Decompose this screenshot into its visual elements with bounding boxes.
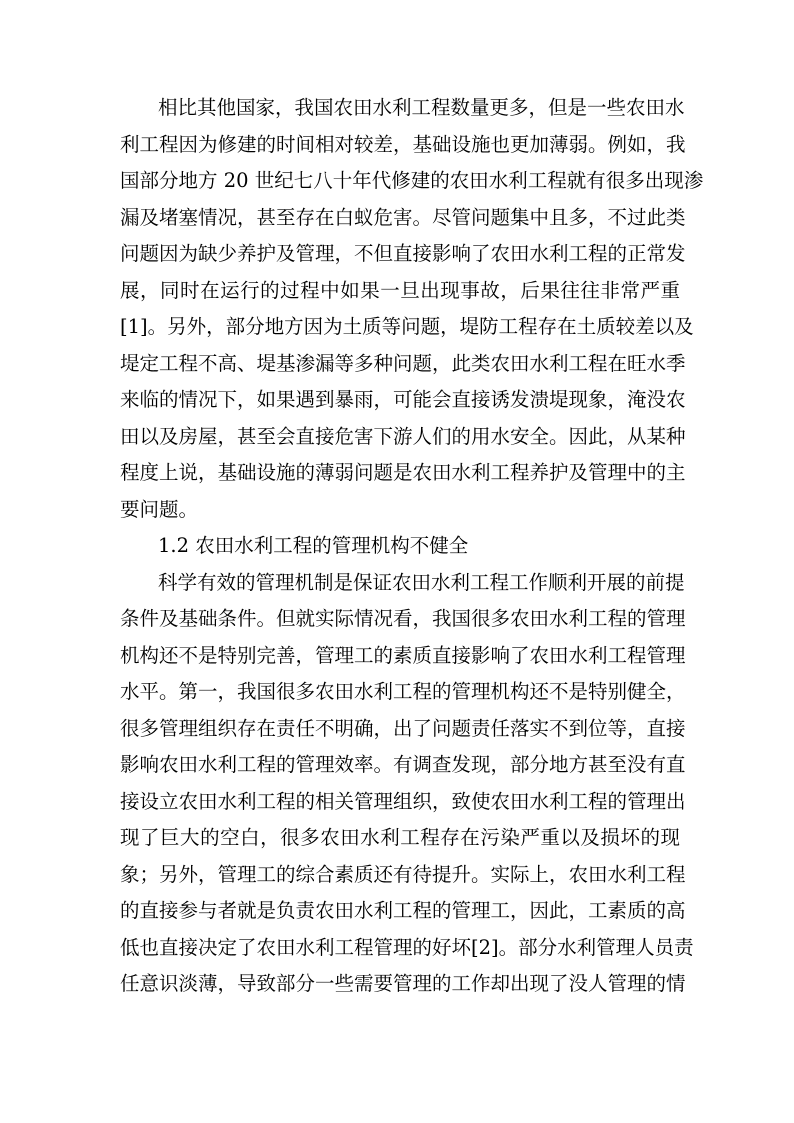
paragraph-2-line-2: 条件及基础条件。但就实际情况看，我国很多农田水利工程的管理	[120, 607, 686, 630]
paragraph-1-line-11: 程度上说，基础设施的薄弱问题是农田水利工程养护及管理中的主	[120, 461, 686, 484]
section-heading: 1.2 农田水利工程的管理机构不健全	[158, 534, 469, 557]
paragraph-2-line-8: 现了巨大的空白，很多农田水利工程存在污染严重以及损坏的现	[120, 826, 680, 849]
paragraph-2-line-4: 水平。第一，我国很多农田水利工程的管理机构还不是特别健全，	[120, 680, 686, 703]
paragraph-2-line-5: 很多管理组织存在责任不明确，出了问题责任落实不到位等，直接	[120, 716, 686, 740]
paragraph-2-line-12: 任意识淡薄，导致部分一些需要管理的工作却出现了没人管理的情	[120, 972, 686, 995]
paragraph-1-line-12: 要问题。	[120, 497, 199, 521]
paragraph-2-line-6: 影响农田水利工程的管理效率。有调查发现，部分地方甚至没有直	[120, 753, 686, 776]
paragraph-2-line-10: 的直接参与者就是负责农田水利工程的管理工，因此，工素质的高	[120, 899, 686, 922]
paragraph-1-line-10: 田以及房屋，甚至会直接危害下游人们的用水安全。因此，从某种	[120, 424, 686, 448]
paragraph-1-line-2: 利工程因为修建的时间相对较差，基础设施也更加薄弱。例如，我	[120, 132, 686, 156]
paragraph-2-line-11: 低也直接决定了农田水利工程管理的好坏[2]。部分水利管理人员责	[120, 935, 694, 959]
paragraph-1-line-6: 展，同时在运行的过程中如果一旦出现事故，后果往往非常严重	[120, 278, 680, 302]
paragraph-1-line-9: 来临的情况下，如果遇到暴雨，可能会直接诱发溃堤现象，淹没农	[120, 388, 686, 411]
paragraph-1-line-1: 相比其他国家，我国农田水利工程数量更多，但是一些农田水	[158, 96, 685, 119]
paragraph-2-line-3: 机构还不是特别完善，管理工的素质直接影响了农田水利工程管理	[120, 643, 686, 667]
paragraph-1-line-5: 问题因为缺少养护及管理，不但直接影响了农田水利工程的正常发	[120, 242, 686, 265]
paragraph-2-line-1: 科学有效的管理机制是保证农田水利工程工作顺利开展的前提	[158, 570, 685, 594]
paragraph-2-line-7: 接设立农田水利工程的相关管理组织，致使农田水利工程的管理出	[120, 789, 686, 813]
paragraph-1-line-4: 漏及堵塞情况，甚至存在白蚁危害。尽管问题集中且多，不过此类	[120, 205, 686, 229]
paragraph-2-line-9: 象；另外，管理工的综合素质还有待提升。实际上，农田水利工程	[120, 862, 686, 886]
paragraph-1-line-8: 堤定工程不高、堤基渗漏等多种问题，此类农田水利工程在旺水季	[120, 351, 686, 375]
paragraph-1-line-3: 国部分地方 20 世纪七八十年代修建的农田水利工程就有很多出现渗	[120, 169, 704, 192]
paragraph-1-line-7: [1]。另外，部分地方因为土质等问题，堤防工程存在土质较差以及	[120, 315, 694, 338]
document-body	[120, 90, 704, 1003]
